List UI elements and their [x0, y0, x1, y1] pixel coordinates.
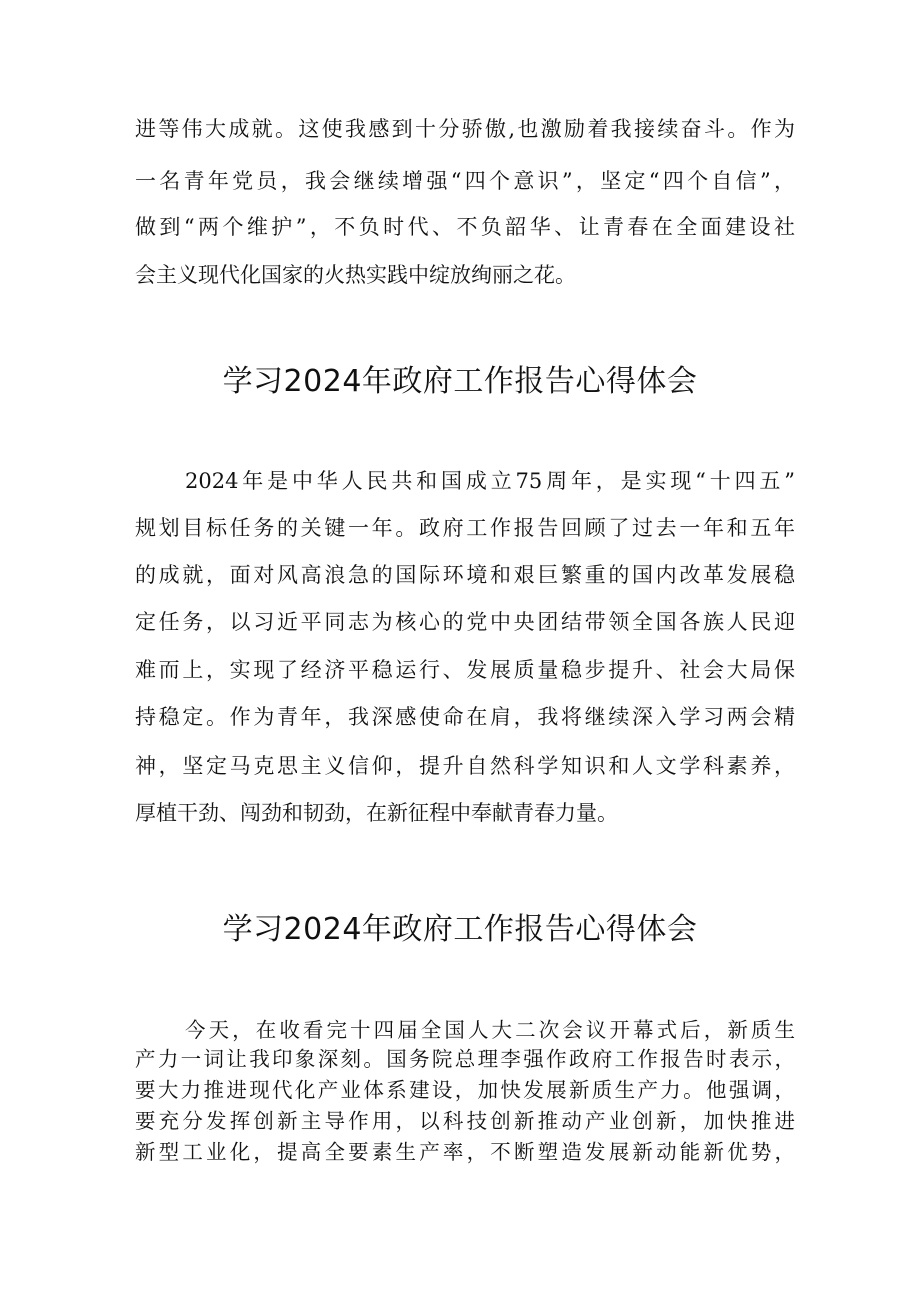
paragraph-line: 厚植干劲、闯劲和韧劲，在新征程中奉献青春力量。 [135, 801, 618, 825]
paragraph-line: 今天，在收看完十四届全国人大二次会议开幕式后，新质生 [185, 1018, 795, 1042]
paragraph-line: 一名青年党员，我会继续增强“四个意识”，坚定“四个自信”， [135, 169, 795, 193]
paragraph-line: 2024年是中华人民共和国成立75周年，是实现“十四五” [185, 469, 795, 493]
paragraph-line: 持稳定。作为青年，我深感使命在肩，我将继续深入学习两会精 [135, 705, 795, 729]
paragraph-line: 新型工业化，提高全要素生产率，不断塑造发展新动能新优势， [135, 1140, 795, 1164]
paragraph-line: 产力一词让我印象深刻。国务院总理李强作政府工作报告时表示， [135, 1047, 795, 1071]
paragraph-line: 难而上，实现了经济平稳运行、发展质量稳步提升、社会大局保 [135, 658, 795, 682]
paragraph-line: 会主义现代化国家的火热实践中绽放绚丽之花。 [135, 263, 576, 287]
paragraph-line: 神，坚定马克思主义信仰，提升自然科学知识和人文学科素养， [135, 754, 795, 778]
paragraph-line: 进等伟大成就。这使我感到十分骄傲,也激励着我接续奋斗。作为 [135, 117, 795, 141]
paragraph-line: 规划目标任务的关键一年。政府工作报告回顾了过去一年和五年 [135, 516, 795, 540]
section-title: 学习2024年政府工作报告心得体会 [222, 912, 698, 947]
paragraph-line: 要充分发挥创新主导作用，以科技创新推动产业创新，加快推进 [135, 1109, 795, 1133]
section-title: 学习2024年政府工作报告心得体会 [222, 364, 698, 399]
paragraph-line: 做到“两个维护”，不负时代、不负韶华、让青春在全面建设社 [135, 215, 795, 239]
paragraph-line: 的成就，面对风高浪急的国际环境和艰巨繁重的国内改革发展稳 [135, 563, 795, 587]
paragraph-line: 定任务，以习近平同志为核心的党中央团结带领全国各族人民迎 [135, 610, 795, 634]
paragraph-line: 要大力推进现代化产业体系建设，加快发展新质生产力。他强调， [135, 1078, 795, 1102]
